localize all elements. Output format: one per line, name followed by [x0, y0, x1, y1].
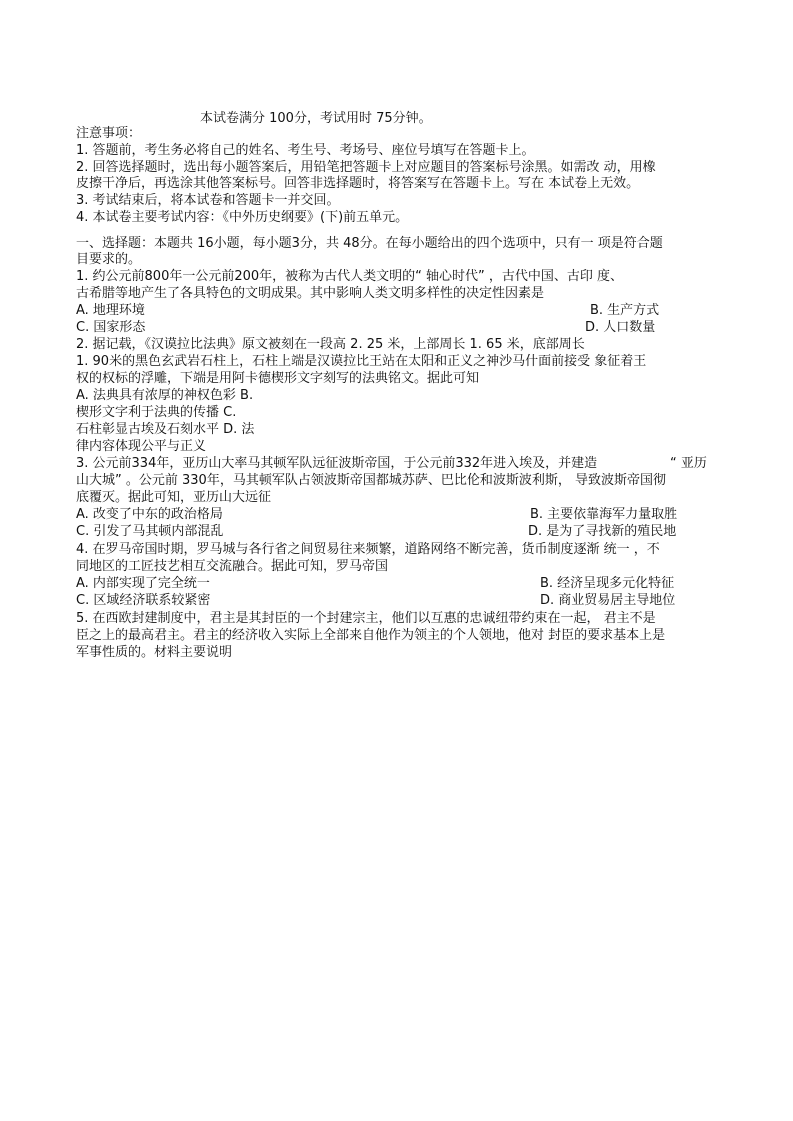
q1-option-a: A. 地理环境 [76, 303, 145, 318]
notice-item-1: 1. 答题前，考生务必将自己的姓名、考生号、考场号、座位号填写在答题卡上。 [76, 143, 535, 158]
q4-option-d: D. 商业贸易居主导地位 [540, 593, 676, 608]
q5-stem-line1: 5. 在西欧封建制度中，君主是其封臣的一个封建宗主，他们以互惠的忠诚纽带约束在一起， 君主不是 [76, 611, 656, 626]
section1-heading: 一、选择题：本题共 16小题，每小题3分，共 48分。在每小题给出的四个选项中，只有一 项是符合题 [76, 236, 663, 251]
q5-stem-line3: 军事性质的。材料主要说明 [76, 645, 233, 660]
q2-stem-line2: 1. 90米的黑色玄武岩石柱上，石柱上端是汉谟拉比王站在太阳和正义之神沙马什面前接受 象征着王 [76, 354, 647, 369]
exam-info: 本试卷满分 100分，考试用时 75分钟。 [200, 111, 432, 126]
q4-option-c: C. 区域经济联系较紧密 [76, 593, 211, 608]
q1-stem-line1: 1. 约公元前800年一公元前200年，被称为古代人类文明的“ 轴心时代” ，古代中国、古印 度、 [76, 269, 624, 284]
q3-stem-line2: 山大城” 。公元前 330年，马其顿军队占领波斯帝国都城苏萨、巴比伦和波斯波利斯， 导致波斯帝国彻 [76, 473, 666, 488]
notice-item-2-cont: 皮擦干净后，再选涂其他答案标号。回答非选择题时，将答案写在答题卡上。写在 本试卷上无效。 [76, 176, 640, 191]
q4-stem-line1: 4. 在罗马帝国时期，罗马城与各行省之间贸易往来频繁，道路网络不断完善，货币制度逐渐 统一 ，不 [76, 542, 660, 557]
q2-options-line1: A. 法典具有浓厚的神权色彩 B. [76, 388, 254, 403]
notice-item-4: 4. 本试卷主要考试内容：《中外历史纲要》(下)前五单元。 [76, 210, 409, 225]
q3-option-a: A. 改变了中东的政治格局 [76, 507, 223, 522]
q3-option-c: C. 引发了马其顿内部混乱 [76, 524, 224, 539]
q1-option-c: C. 国家形态 [76, 320, 146, 335]
q2-stem-line3: 权的权标的浮雕，下端是用阿卡德楔形文字刻写的法典铭文。据此可知 [76, 371, 480, 386]
q1-option-b: B. 生产方式 [590, 303, 660, 318]
notice-item-3: 3. 考试结束后，将本试卷和答题卡一并交回。 [76, 193, 340, 208]
q2-options-line2: 楔形文字利于法典的传播 C. [76, 405, 237, 420]
q3-stem-line1-tail: “ 亚历 [670, 456, 707, 471]
q4-option-a: A. 内部实现了完全统一 [76, 576, 210, 591]
q1-option-d: D. 人口数量 [585, 320, 656, 335]
section1-heading-cont: 目要求的。 [76, 252, 142, 267]
q1-stem-line2: 古希腊等地产生了各具特色的文明成果。其中影响人类文明多样性的决定性因素是 [76, 286, 545, 301]
q4-option-b: B. 经济呈现多元化特征 [540, 576, 675, 591]
q2-options-line4: 律内容体现公平与正义 [76, 439, 207, 454]
q3-stem-line3: 底覆灭。据此可知，亚历山大远征 [76, 490, 272, 505]
q4-stem-line2: 同地区的工匠技艺相互交流融合。据此可知，罗马帝国 [76, 559, 389, 574]
q3-stem-line1: 3. 公元前334年，亚历山大率马其顿军队远征波斯帝国，于公元前332年进入埃及，并建造 [76, 456, 598, 471]
notice-item-2: 2. 回答选择题时，选出每小题答案后，用铅笔把答题卡上对应题目的答案标号涂黑。如需改 动，用橡 [76, 160, 656, 175]
q5-stem-line2: 臣之上的最高君主。君主的经济收入实际上全部来自他作为领主的个人领地，他对 封臣的要求基本上是 [76, 628, 666, 643]
notice-heading: 注意事项： [76, 126, 142, 141]
q3-option-d: D. 是为了寻找新的殖民地 [528, 524, 677, 539]
q3-option-b: B. 主要依靠海军力量取胜 [530, 507, 678, 522]
q2-options-line3: 石柱彰显古埃及石刻水平 D. 法 [76, 422, 255, 437]
q2-stem-line1: 2. 据记载，《汉谟拉比法典》原文被刻在一段高 2. 25 米，上部周长 1. 65 米，底部周长 [76, 337, 585, 352]
